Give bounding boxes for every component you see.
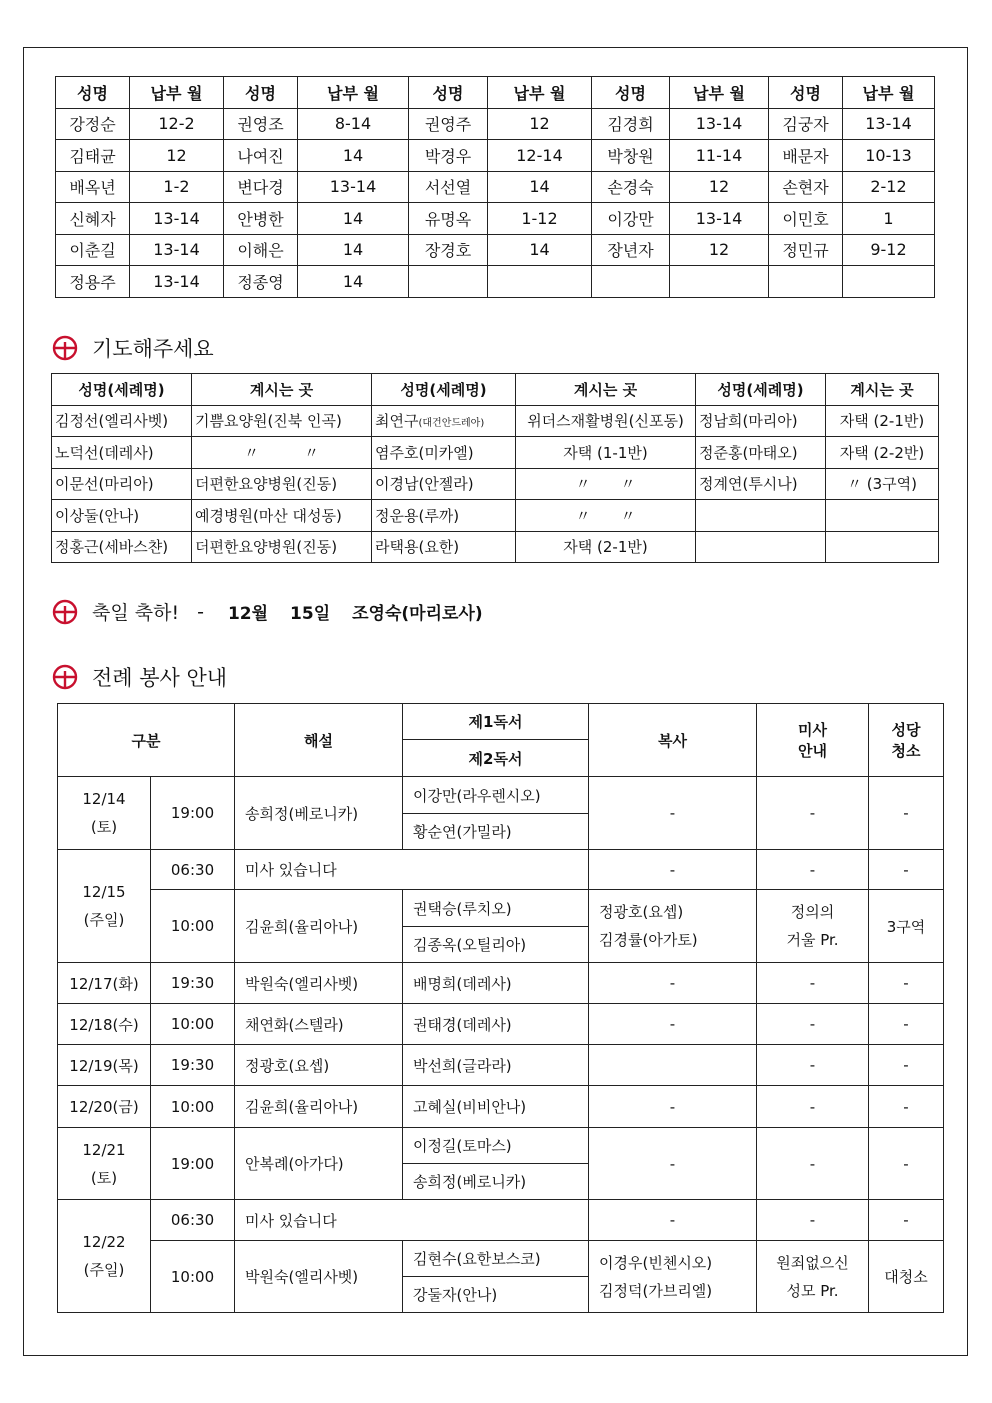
reading2-cell: 황순연(가밀라) [403,814,589,850]
table-cell: 13-14 [130,234,224,266]
reading-cell: 권태경(데레사) [403,1004,589,1045]
prayer-section-heading [52,333,214,363]
time-cell: 10:00 [151,1241,235,1313]
commentary-cell: 송희정(베로니카) [235,777,403,850]
col-month-header: 납부 월 [298,77,409,109]
guide-group: 거울 Pr. [786,931,839,949]
table-cell: 14 [298,140,409,172]
table-cell: 〃 〃 [516,500,696,532]
col-month-header: 납부 월 [843,77,935,109]
col-month-header: 납부 월 [488,77,592,109]
table-row [58,890,944,927]
table-cell: 박경우 [409,140,488,172]
table-cell: 12 [670,234,769,266]
reading1-cell: 이강만(라우렌시오) [403,777,589,814]
reading1-cell: 권택승(루치오) [403,890,589,927]
table-row [58,1086,944,1128]
server-cell: - [589,1200,757,1241]
server-name: 김경률(아가토) [599,931,698,949]
cleaning-cell: - [869,1086,944,1128]
weekday-text: (주일) [83,1261,125,1279]
person-name: 최연구 [375,412,419,431]
table-cell: 9-12 [843,234,935,266]
table-cell: 정운용(루까) [372,500,516,532]
table-cell: 12-2 [130,108,224,140]
table-cell: 이춘길 [56,234,130,266]
time-cell: 19:00 [151,1128,235,1200]
table-cell: 배문자 [769,140,843,172]
table-cell: 정용주 [56,266,130,298]
guide-cell: - [757,1128,869,1200]
table-row [58,1004,944,1045]
server-name: 이경우(빈첸시오) [599,1253,713,1272]
feast-person: 조영숙(마리로사) [352,604,483,624]
col-name-header: 성명 [592,77,670,109]
table-cell: 자택 (2-1반) [826,405,939,437]
table-cell: 손경숙 [592,171,670,203]
col-reading1-header: 제1독서 [403,704,589,740]
col-name-header: 성명 [409,77,488,109]
col-name-header: 성명 [56,77,130,109]
server-name: 정광호(요셉) [599,903,684,921]
col-place-header: 계시는 곳 [516,374,696,406]
table-cell [372,405,516,437]
commentary-cell: 김윤희(율리아나) [235,1086,403,1128]
table-row [56,108,935,140]
table-cell: 12 [670,171,769,203]
dues-header-row [56,77,935,109]
table-row [52,405,939,437]
table-cell: 신혜자 [56,203,130,235]
mass-guide-line1: 미사 [798,721,827,739]
server-cell: - [589,850,757,890]
guide-cell: - [757,850,869,890]
table-cell: 더편한요양병원(진동) [192,531,372,563]
liturgy-section-title: 전례 봉사 안내 [92,666,228,690]
circle-cross-icon [52,335,78,361]
table-row [58,963,944,1004]
table-cell: 김정선(엘리사벳) [52,405,192,437]
liturgy-header-row [58,704,944,740]
table-cell: 1 [843,203,935,235]
table-cell: 14 [298,234,409,266]
col-reading2-header: 제2독서 [403,740,589,777]
col-commentary-header: 해설 [235,704,403,777]
table-row [52,437,939,469]
commentary-cell: 안복례(아가다) [235,1128,403,1200]
table-row [58,1200,944,1241]
liturgy-service-table [57,703,944,1313]
date-cell [58,850,151,963]
cleaning-line2: 청소 [891,742,921,760]
time-cell: 10:00 [151,1004,235,1045]
table-cell: 1-2 [130,171,224,203]
baptismal-name-small: (대건안드레아) [418,418,485,430]
prayer-header-row [52,374,939,406]
table-cell: 12 [488,108,592,140]
table-cell: 14 [298,203,409,235]
table-cell [843,266,935,298]
guide-cell: - [757,963,869,1004]
date-cell: 12/19(목) [58,1045,151,1086]
table-cell: 12 [130,140,224,172]
table-row [56,171,935,203]
table-cell: 13-14 [130,266,224,298]
table-cell: 14 [488,171,592,203]
cleaning-cell: - [869,1045,944,1086]
table-cell: 유명옥 [409,203,488,235]
server-cell: - [589,1004,757,1045]
col-place-header: 계시는 곳 [826,374,939,406]
cleaning-cell: - [869,1200,944,1241]
reading2-cell: 강둘자(안나) [403,1277,589,1313]
table-cell: 자택 (2-2반) [826,437,939,469]
table-cell: 김경희 [592,108,670,140]
commentary-cell: 정광호(요셉) [235,1045,403,1086]
table-cell: 13-14 [670,108,769,140]
commentary-cell: 박원숙(엘리사벳) [235,1241,403,1313]
weekday-text: (토) [90,818,118,836]
guide-cell: - [757,1200,869,1241]
table-cell: 위더스재활병원(신포동) [516,405,696,437]
table-cell: 13-14 [130,203,224,235]
table-cell [592,266,670,298]
time-cell: 19:30 [151,1045,235,1086]
col-month-header: 납부 월 [130,77,224,109]
reading2-cell: 김종옥(오틸리아) [403,927,589,963]
server-cell: - [589,777,757,850]
server-cell [589,890,757,963]
table-cell: 기쁨요양원(진북 인곡) [192,405,372,437]
table-cell: 서선열 [409,171,488,203]
time-cell: 06:30 [151,1200,235,1241]
table-cell: 13-14 [843,108,935,140]
table-cell: 김태균 [56,140,130,172]
cleaning-cell: 대청소 [869,1241,944,1313]
table-cell [696,531,826,563]
col-name-header: 성명(세례명) [696,374,826,406]
server-cell [589,1045,757,1086]
table-cell: 1-12 [488,203,592,235]
table-cell: 〃 〃 [516,468,696,500]
table-cell: 이문선(마리아) [52,468,192,500]
time-cell: 10:00 [151,890,235,963]
table-cell: 14 [488,234,592,266]
server-cell: - [589,1086,757,1128]
table-cell: 안병한 [224,203,298,235]
table-cell: 이상둘(안나) [52,500,192,532]
table-row [56,234,935,266]
table-cell: 이해은 [224,234,298,266]
col-name-header: 성명(세례명) [52,374,192,406]
table-cell: 장년자 [592,234,670,266]
date-cell [58,1200,151,1313]
table-cell: 자택 (2-1반) [516,531,696,563]
date-text: 12/22 [82,1233,126,1251]
date-text: 12/15 [82,883,126,901]
reading2-cell: 송희정(베로니카) [403,1164,589,1200]
table-cell: 정계연(투시나) [696,468,826,500]
table-cell [670,266,769,298]
table-cell: 〃 (3구역) [826,468,939,500]
cleaning-cell: - [869,963,944,1004]
weekday-text: (토) [90,1168,118,1187]
date-text: 12/21 [82,1140,126,1159]
table-cell: 자택 (1-1반) [516,437,696,469]
table-cell: 정민규 [769,234,843,266]
table-cell: 이경남(안젤라) [372,468,516,500]
table-cell: 노덕선(데레사) [52,437,192,469]
table-cell: 11-14 [670,140,769,172]
table-row [58,1045,944,1086]
mass-guide-line2: 안내 [798,742,827,760]
guide-group: 성모 Pr. [786,1281,839,1300]
table-cell [488,266,592,298]
table-cell: 권영조 [224,108,298,140]
guide-cell [757,1241,869,1313]
table-cell: 박창원 [592,140,670,172]
table-cell: 이민호 [769,203,843,235]
feast-day: 15일 [290,604,331,624]
feast-section [52,598,483,625]
prayer-section-title: 기도해주세요 [92,337,214,361]
table-cell: 예경병원(마산 대성동) [192,500,372,532]
prayer-request-table [51,373,939,563]
cleaning-cell: 3구역 [869,890,944,963]
table-cell: 2-12 [843,171,935,203]
col-mass-guide-header [757,704,869,777]
col-server-header: 복사 [589,704,757,777]
guide-group: 정의의 [790,903,835,921]
table-cell: 〃 〃 [192,437,372,469]
col-month-header: 납부 월 [670,77,769,109]
weekday-text: (주일) [83,911,125,929]
col-name-header: 성명(세례명) [372,374,516,406]
table-cell: 14 [298,266,409,298]
table-cell: 김궁자 [769,108,843,140]
feast-dash: - [197,600,204,623]
table-cell [409,266,488,298]
date-cell [58,777,151,850]
feast-month: 12월 [227,604,269,624]
date-cell [58,1128,151,1200]
circle-cross-icon [52,599,78,625]
table-cell: 정준홍(마태오) [696,437,826,469]
server-cell [589,1241,757,1313]
date-cell: 12/20(금) [58,1086,151,1128]
table-row [56,266,935,298]
dues-payment-table [55,76,935,298]
table-row [52,468,939,500]
table-cell: 권영주 [409,108,488,140]
table-row [56,140,935,172]
table-cell: 배옥년 [56,171,130,203]
reading-cell: 박선희(글라라) [403,1045,589,1086]
server-name: 김정덕(가브리엘) [599,1281,713,1300]
table-cell: 강정순 [56,108,130,140]
col-place-header: 계시는 곳 [192,374,372,406]
table-row [58,1241,944,1277]
table-cell [826,500,939,532]
liturgy-section-heading [52,662,227,692]
guide-group: 원죄없으신 [776,1253,849,1272]
table-cell: 13-14 [298,171,409,203]
table-row [56,203,935,235]
commentary-cell: 박원숙(엘리사벳) [235,963,403,1004]
date-cell: 12/17(화) [58,963,151,1004]
time-cell: 19:00 [151,777,235,850]
table-row [52,531,939,563]
server-cell: - [589,963,757,1004]
date-cell: 12/18(수) [58,1004,151,1045]
cleaning-cell: - [869,1128,944,1200]
table-cell [696,500,826,532]
table-cell: 8-14 [298,108,409,140]
time-cell: 19:30 [151,963,235,1004]
table-cell: 변다경 [224,171,298,203]
note-cell: 미사 있습니다 [235,1200,589,1241]
cleaning-cell: - [869,777,944,850]
table-cell: 12-14 [488,140,592,172]
feast-section-title: 축일 축하! [92,602,180,624]
commentary-cell: 김윤희(율리아나) [235,890,403,963]
date-text: 12/14 [82,790,126,808]
table-cell [769,266,843,298]
table-cell: 염주호(미카엘) [372,437,516,469]
reading-cell: 고혜실(비비안나) [403,1086,589,1128]
table-cell: 정종영 [224,266,298,298]
table-row [58,1128,944,1164]
guide-cell: - [757,777,869,850]
table-cell: 정홍근(세바스챤) [52,531,192,563]
table-cell: 정남희(마리아) [696,405,826,437]
col-cleaning-header [869,704,944,777]
col-name-header: 성명 [769,77,843,109]
guide-cell: - [757,1086,869,1128]
table-cell: 나여진 [224,140,298,172]
table-cell: 10-13 [843,140,935,172]
guide-cell [757,890,869,963]
table-row [58,777,944,814]
table-cell: 더편한요양병원(진동) [192,468,372,500]
server-cell: - [589,1128,757,1200]
note-cell: 미사 있습니다 [235,850,589,890]
reading1-cell: 김현수(요한보스코) [403,1241,589,1277]
time-cell: 06:30 [151,850,235,890]
reading1-cell: 이정길(토마스) [403,1128,589,1164]
cleaning-cell: - [869,1004,944,1045]
col-category-header: 구분 [58,704,235,777]
table-cell: 13-14 [670,203,769,235]
cleaning-cell: - [869,850,944,890]
table-cell: 이강만 [592,203,670,235]
table-cell: 라택용(요한) [372,531,516,563]
table-cell: 손현자 [769,171,843,203]
guide-cell: - [757,1045,869,1086]
reading-cell: 배명희(데레사) [403,963,589,1004]
time-cell: 10:00 [151,1086,235,1128]
cleaning-line1: 성당 [891,721,921,739]
table-cell: 장경호 [409,234,488,266]
table-cell [826,531,939,563]
table-row [52,500,939,532]
col-name-header: 성명 [224,77,298,109]
table-row [58,850,944,890]
commentary-cell: 채연화(스텔라) [235,1004,403,1045]
guide-cell: - [757,1004,869,1045]
circle-cross-icon [52,664,78,690]
